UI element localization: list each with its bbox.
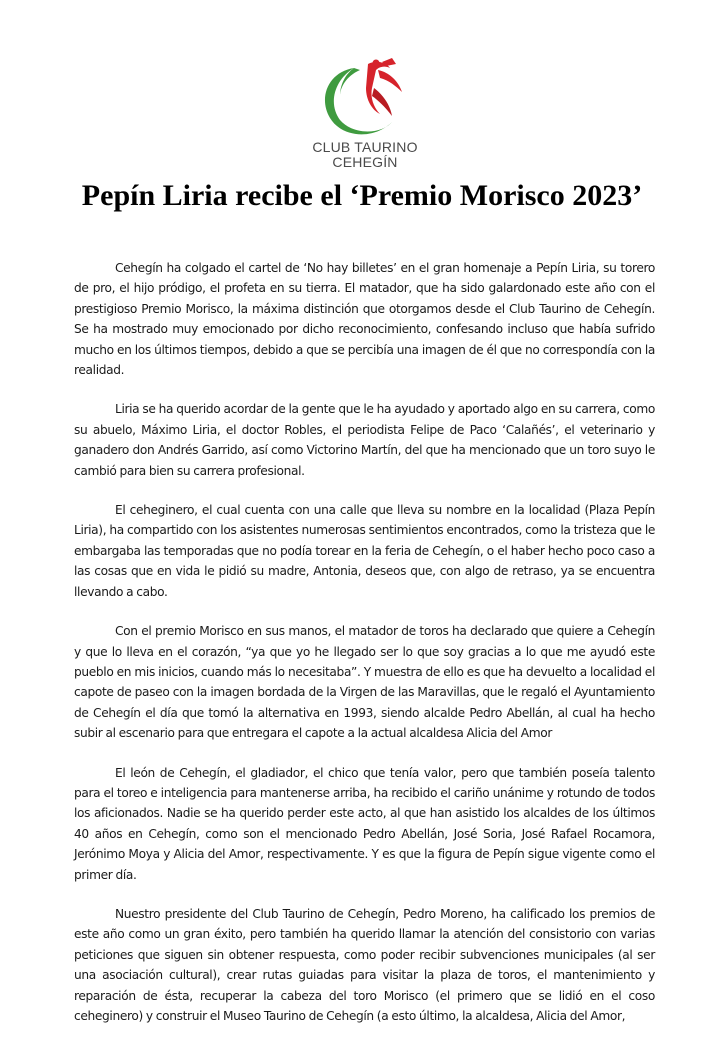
paragraph: El león de Cehegín, el gladiador, el chico que tenía valor, pero que también poseía talento para el toreo e inteligencia para mantenerse arriba, ha recibido el cariño unánime y rotundo de todos los aficionados. Nadie se ha querido perder este acto, al que han asistido los alcaldes de los últimos 40 años en Cehegín, como son el mencionado Pedro Abellán, José Soria, José Rafael Rocamora, Jerónimo Moya y Alicia del Amor, respectivamente. Y es que la figura de Pepín sigue vigente como el primer día.	[74, 765, 655, 882]
club-emblem-icon	[310, 58, 420, 140]
paragraph: El ceheginero, el cual cuenta con una calle que lleva su nombre en la localidad (Plaza Pepín Liria), ha compartido con los asistentes numerosas sentimientos encontrados, como la tristeza que le embargaba las temporadas que no podía torear en la feria de Cehegín, o el haber hecho poco caso a las cosas que en vida le pidió su madre, Antonia, deseos que, con algo de retraso, ya se encuentra llevando a cabo.	[74, 503, 655, 599]
paragraph: Nuestro presidente del Club Taurino de Cehegín, Pedro Moreno, ha calificado los premios de este año como un gran éxito, pero también ha querido llamar la atención del consistorio con varias peticiones que siguen sin obtener respuesta, como poder recibir subvenciones municipales (al ser una asociación cultural), crear rutas guiadas para visitar la plaza de toros, el mantenimiento y reparación de ésta, recuperar la cabeza del toro Morisco (el primero que se lidió en el coso ceheginero) y construir el Museo Taurino de Cehegín (a esto último, la alcaldesa, Alicia del Amor,	[74, 906, 655, 1023]
club-logo	[300, 58, 430, 176]
article-body	[74, 258, 655, 1045]
logo-line-2: CEHEGÍN	[332, 154, 398, 170]
paragraph: Cehegín ha colgado el cartel de ‘No hay billetes’ en el gran homenaje a Pepín Liria, su torero de pro, el hijo pródigo, el profeta en su tierra. El matador, que ha sido galardonado este año con el prestigioso Premio Morisco, la máxima distinción que otorgamos desde el Club Taurino de Cehegín. Se ha mostrado muy emocionado por dicho reconocimiento, confesando incluso que había sufrido mucho en los últimos tiempos, debido a que se percibía una imagen de él que no correspondía con la realidad.	[74, 261, 655, 378]
logo-line-1: CLUB TAURINO	[312, 139, 418, 155]
article-title: Pepín Liria recibe el ‘Premio Morisco 2023’	[81, 179, 643, 212]
paragraph: Con el premio Morisco en sus manos, el matador de toros ha declarado que quiere a Cehegín y que lo lleva en el corazón, “ya que yo he llegado ser lo que soy gracias a lo que me ayudó este pueblo en mis inicios, cuando más lo necesitaba”. Y muestra de ello es que ha devuelto a localidad el capote de paseo con la imagen bordada de la Virgen de las Maravillas, que le regaló el Ayuntamiento de Cehegín el día que tomó la alternativa en 1993, siendo alcalde Pedro Abellán, al cual ha hecho subir al escenario para que entregara el capote a la actual alcaldesa Alicia del Amor	[74, 624, 655, 741]
paragraph: Liria se ha querido acordar de la gente que le ha ayudado y aportado algo en su carrera, como su abuelo, Máximo Liria, el doctor Robles, el periodista Felipe de Paco ‘Calañés’, el veterinario y ganadero don Andrés Garrido, así como Victorino Martín, del que ha mencionado que un toro suyo le cambió para bien su carrera profesional.	[74, 402, 655, 478]
